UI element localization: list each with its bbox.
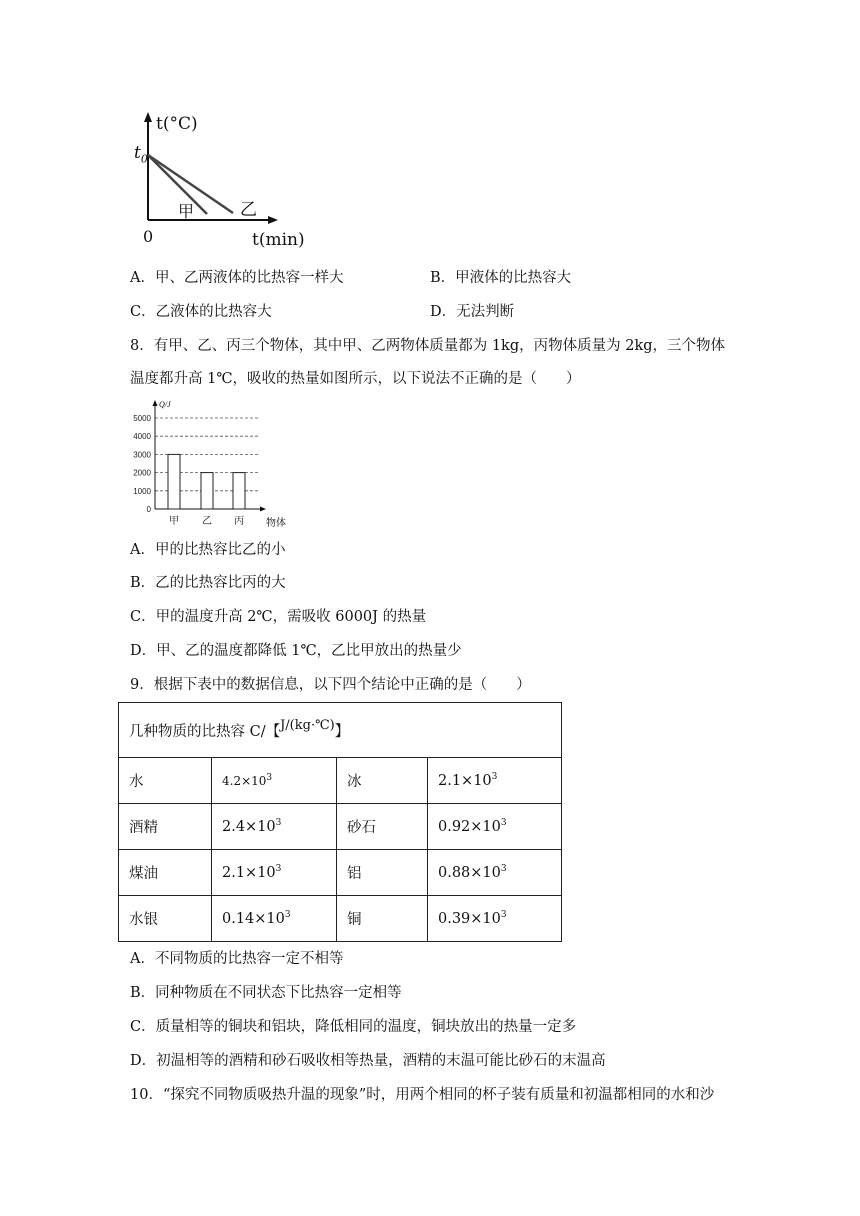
x-axis-label: t(min) [252, 230, 305, 250]
table-row [119, 850, 562, 896]
value-cell: $0.14\times 10^3$ [212, 896, 337, 942]
q7-option-b: B．甲液体的比热容大 [430, 270, 572, 286]
temperature-time-figure [128, 110, 308, 250]
x-axis-label: 物体 [266, 518, 286, 529]
line-yi-label: 乙 [240, 200, 257, 220]
table-title: 几种物质的比热容 C/【 [129, 723, 281, 740]
value-cell: $0.92\times 10^3$ [428, 804, 562, 850]
q7-option-a: A．甲、乙两液体的比热容一样大 [130, 270, 344, 286]
q9-option-d: D．初温相等的酒精和砂石吸收相等热量，酒精的末温可能比砂石的末温高 [130, 1053, 606, 1069]
t0-label: $t_0$ [134, 143, 148, 166]
q9-option-b: B．同种物质在不同状态下比热容一定相等 [130, 985, 402, 1001]
x-axis-arrow [268, 216, 278, 224]
q9-stem: 9．根据下表中的数据信息，以下四个结论中正确的是（ ） [130, 677, 531, 693]
substance-cell: 铝 [337, 850, 428, 896]
y-tick-label: 3000 [133, 450, 151, 460]
table-title-row [119, 703, 562, 758]
q9-option-a: A．不同物质的比热容一定不相等 [130, 951, 344, 967]
table-unit: J/(kg·℃) [280, 717, 335, 733]
bar-1 [168, 454, 180, 509]
q7-option-d: D．无法判断 [430, 304, 515, 320]
table-row [119, 896, 562, 942]
substance-cell: 铜 [337, 896, 428, 942]
value-cell: $2.4\times 10^3$ [212, 804, 337, 850]
substance-cell: 煤油 [119, 850, 212, 896]
table-title-end: 】 [334, 723, 350, 740]
y-axis-label: t(°C) [156, 114, 198, 134]
value-cell: $0.39\times 10^3$ [428, 896, 562, 942]
x-axis-arrow [260, 507, 266, 512]
category-label: 乙 [202, 516, 212, 527]
y-tick-label: 1000 [133, 486, 151, 496]
heat-bar-chart [112, 398, 302, 530]
substance-cell: 水 [119, 758, 212, 804]
table-row [119, 758, 562, 804]
q8-stem-line1: 8．有甲、乙、丙三个物体，其中甲、乙两物体质量都为 1kg，丙物体质量为 2kg，三个物体 [130, 338, 726, 354]
table-row [119, 804, 562, 850]
q8-stem-line2: 温度都升高 1℃，吸收的热量如图所示，以下说法不正确的是（ ） [130, 371, 581, 387]
q8-option-a: A．甲的比热容比乙的小 [130, 542, 286, 558]
y-tick-label: 2000 [133, 468, 151, 478]
q7-option-c: C．乙液体的比热容大 [130, 304, 272, 320]
value-cell: $2.1\times 10^3$ [212, 850, 337, 896]
origin-label: 0 [143, 227, 154, 246]
value-cell: $0.88\times 10^3$ [428, 850, 562, 896]
substance-cell: 酒精 [119, 804, 212, 850]
value-cell: $4.2\times 10^3$ [212, 758, 337, 804]
q8-option-d: D．甲、乙的温度都降低 1℃，乙比甲放出的热量少 [130, 643, 462, 659]
q8-option-c: C．甲的温度升高 2℃，需吸收 6000J 的热量 [130, 609, 427, 625]
q8-option-b: B．乙的比热容比丙的大 [130, 575, 286, 591]
substance-cell: 冰 [337, 758, 428, 804]
category-label: 丙 [234, 516, 244, 527]
substance-cell: 水银 [119, 896, 212, 942]
y-tick-label: 5000 [133, 414, 151, 423]
category-label: 甲 [169, 516, 179, 527]
y-axis-arrow [144, 112, 152, 122]
bar-2 [201, 473, 213, 509]
line-jia-label: 甲 [178, 202, 195, 221]
table-title-cell [119, 703, 562, 758]
q9-option-c: C．质量相等的铜块和铝块，降低相同的温度，铜块放出的热量一定多 [130, 1019, 577, 1035]
y-axis-arrow [153, 400, 158, 406]
bar-3 [233, 473, 245, 509]
y-tick-label: 0 [146, 505, 151, 514]
substance-cell: 砂石 [337, 804, 428, 850]
y-tick-label: 4000 [133, 432, 151, 442]
y-axis-label: Q/J [159, 400, 171, 409]
specific-heat-table [118, 702, 562, 942]
value-cell: $2.1\times 10^3$ [428, 758, 562, 804]
q10-stem: 10．“探究不同物质吸热升温的现象”时，用两个相同的杯子装有质量和初温都相同的水和沙 [130, 1087, 715, 1103]
